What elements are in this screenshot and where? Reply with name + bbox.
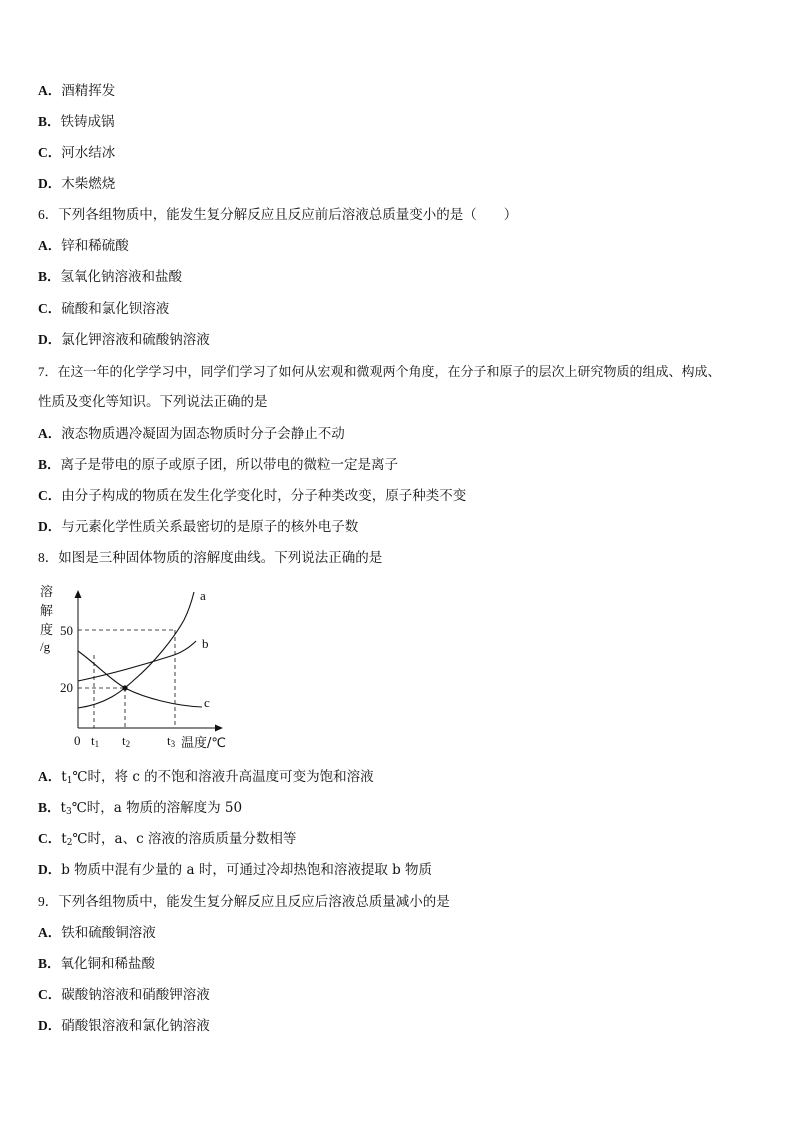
q8-option-c: C．$t_2℃$时，a、c 溶液的溶质质量分数相等	[38, 831, 297, 848]
solubility-curve-graph	[36, 580, 236, 752]
x-tick-t1: t1	[91, 733, 100, 749]
curve-a	[78, 592, 194, 708]
q9-option-d: D．硝酸银溶液和氯化钠溶液	[38, 1018, 210, 1034]
y-label-unit: /g	[40, 639, 51, 654]
q6-option-d: D．氯化钾溶液和硫酸钠溶液	[38, 332, 210, 348]
q7-stem-line2: 性质及变化等知识。下列说法正确的是	[38, 394, 268, 410]
q6-option-b: B．氢氧化钠溶液和盐酸	[38, 269, 183, 285]
y-label-char-3: 度	[40, 623, 54, 638]
curve-label-a: a	[200, 588, 206, 603]
q8-option-a: A．$t_1℃$时，将 c 的不饱和溶液升高温度可变为饱和溶液	[38, 769, 374, 786]
q8-stem: 8．如图是三种固体物质的溶解度曲线。下列说法正确的是	[38, 550, 383, 566]
q5-option-c: C．河水结冰	[38, 145, 116, 161]
q6-option-a: A．锌和稀硫酸	[38, 238, 129, 254]
q7-stem-line1: 7．在这一年的化学学习中，同学们学习了如何从宏观和微观两个角度，在分子和原子的层次上研究物质的组成、构成、	[38, 364, 721, 380]
x-tick-t2: t2	[122, 733, 131, 749]
y-tick-20: 20	[60, 680, 73, 695]
q5-option-a: A．酒精挥发	[38, 83, 116, 99]
q8-option-d: D．b 物质中混有少量的 a 时，可通过冷却热饱和溶液提取 b 物质	[38, 862, 433, 878]
q8-option-b: B．$t_3℃$时，a 物质的溶解度为 50	[38, 800, 243, 817]
q6-stem: 6．下列各组物质中，能发生复分解反应且反应前后溶液总质量变小的是（ ）	[38, 207, 518, 223]
curve-c	[78, 651, 202, 707]
q9-option-b: B．氧化铜和稀盐酸	[38, 956, 156, 972]
curve-label-b: b	[202, 636, 209, 651]
y-tick-50: 50	[60, 623, 73, 638]
q7-option-c: C．由分子构成的物质在发生化学变化时，分子种类改变，原子种类不变	[38, 488, 467, 504]
curve-b	[78, 641, 196, 681]
q5-option-d: D．木柴燃烧	[38, 176, 116, 192]
x-origin: 0	[74, 733, 81, 748]
y-axis-arrow	[75, 590, 82, 598]
x-axis-arrow	[215, 725, 223, 732]
y-label-char-2: 解	[40, 604, 54, 619]
q9-option-c: C．碳酸钠溶液和硝酸钾溶液	[38, 987, 210, 1003]
curve-label-c: c	[204, 695, 210, 710]
q7-option-a: A．液态物质遇冷凝固为固态物质时分子会静止不动	[38, 426, 345, 442]
x-axis-label: 温度/℃	[181, 736, 226, 751]
q5-option-b: B．铁铸成锅	[38, 114, 115, 130]
intersection-point	[122, 685, 127, 690]
y-label-char-1: 溶	[40, 585, 54, 600]
x-tick-t3: t3	[167, 733, 176, 749]
q7-option-d: D．与元素化学性质关系最密切的是原子的核外电子数	[38, 519, 359, 535]
q6-option-c: C．硫酸和氯化钡溶液	[38, 301, 170, 317]
q9-option-a: A．铁和硫酸铜溶液	[38, 925, 156, 941]
q9-stem: 9．下列各组物质中，能发生复分解反应且反应后溶液总质量减小的是	[38, 894, 450, 910]
q7-option-b: B．离子是带电的原子或原子团，所以带电的微粒一定是离子	[38, 457, 399, 473]
